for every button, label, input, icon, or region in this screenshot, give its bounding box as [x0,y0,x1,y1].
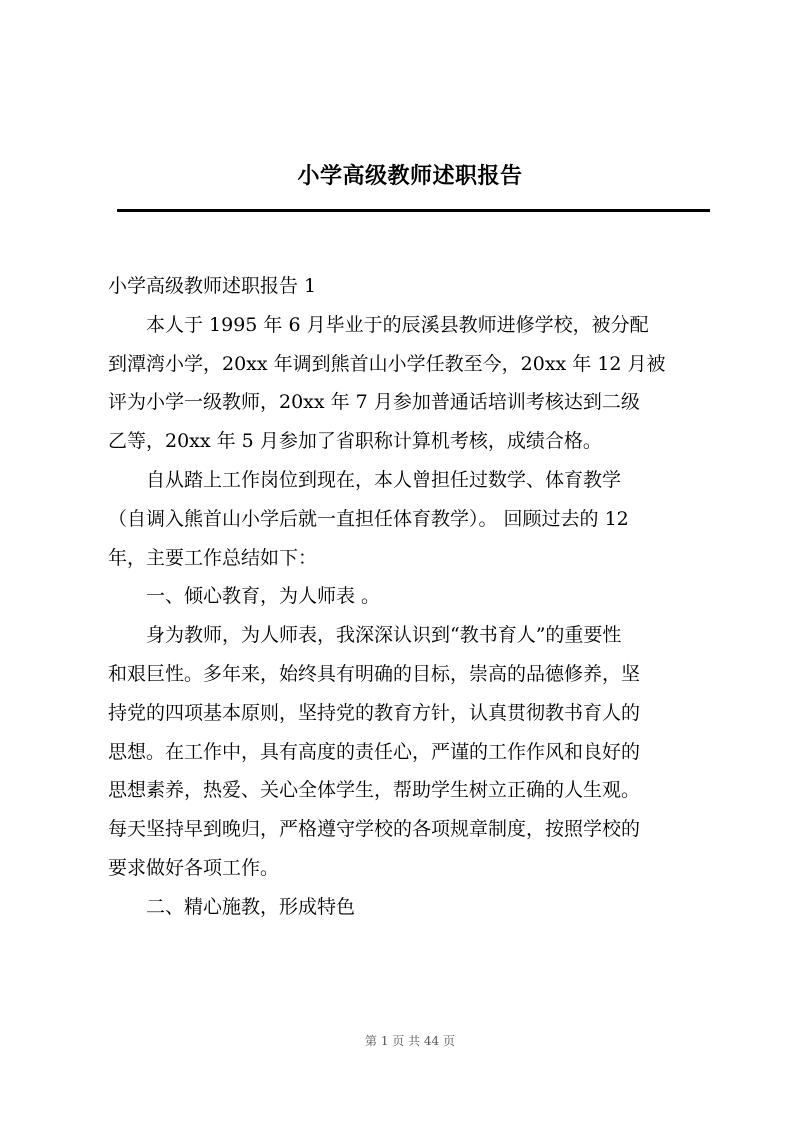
body-line: 评为小学一级教师，20xx 年 7 月参加普通话培训考核达到二级 [108,391,640,414]
section-heading: 小学高级教师述职报告 1 [108,275,317,297]
body-line: 乙等，20xx 年 5 月参加了省职称计算机考核，成绩合格。 [108,430,602,453]
body-line: 身为教师，为人师表，我深深认识到“教书育人”的重要性 [146,624,622,647]
title-divider [117,209,710,212]
body-line: 要求做好各项工作。 [108,856,280,879]
body-line: 到潭湾小学，20xx 年调到熊首山小学任教至今，20xx 年 12 月被 [108,352,666,375]
body-line: 和艰巨性。多年来，始终具有明确的目标，崇高的品德修养，坚 [108,662,641,685]
document-body [108,267,708,927]
body-line: 每天坚持早到晚归，严格遵守学校的各项规章制度，按照学校的 [108,818,641,841]
body-line: 思想素养，热爱、关心全体学生，帮助学生树立正确的人生观。 [108,779,641,802]
body-line: 年，主要工作总结如下： [108,546,318,569]
document-title: 小学高级教师述职报告 [297,163,523,189]
body-line: 本人于 1995 年 6 月毕业于的辰溪县教师进修学校，被分配 [146,313,649,336]
body-line: 思想。在工作中，具有高度的责任心，严谨的工作作风和良好的 [108,740,641,763]
subheading-line: 一、倾心教育，为人师表 。 [146,585,381,608]
body-line: 自从踏上工作岗位到现在，本人曾担任过数学、体育教学 [146,468,622,491]
page-footer: 第 1 页 共 44 页 [365,1034,455,1048]
body-line: 持党的四项基本原则，坚持党的教育方针，认真贯彻教书育人的 [108,701,641,724]
subheading-line: 二、精心施教，形成特色 [146,895,356,918]
body-line: （自调入熊首山小学后就一直担任体育教学）。 回顾过去的 12 [108,507,629,530]
